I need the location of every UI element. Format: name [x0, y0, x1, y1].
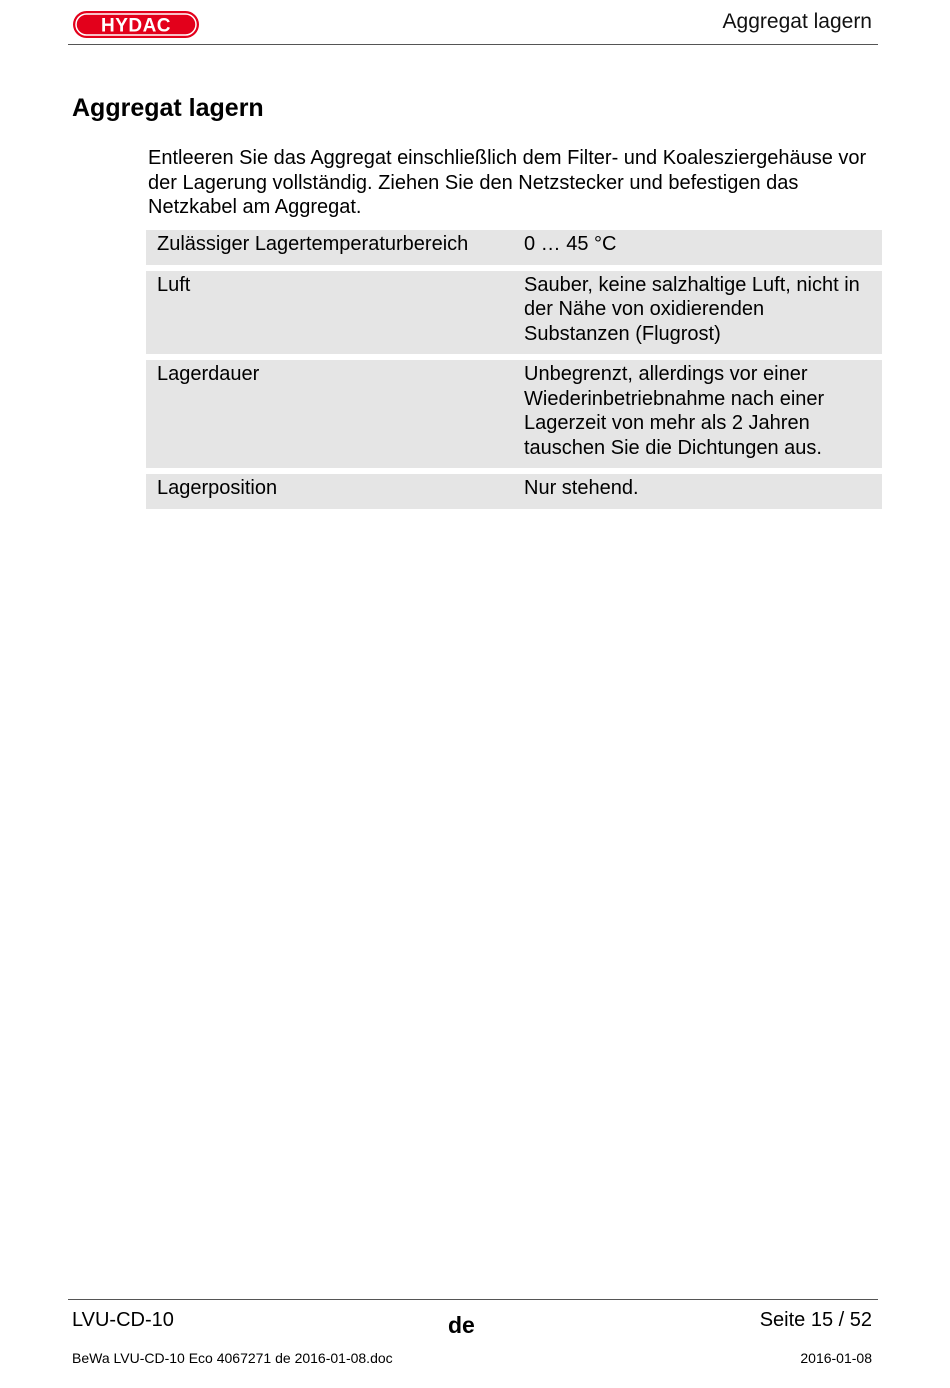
footer-document-name: BeWa LVU-CD-10 Eco 4067271 de 2016-01-08.doc: [72, 1350, 393, 1366]
row-value: Nur stehend.: [524, 477, 639, 499]
footer-divider: [68, 1299, 878, 1300]
intro-paragraph: Entleeren Sie das Aggregat einschließlich dem Filter- und Koalesziergehäuse vor der Lagerung vollständig. Ziehen Sie den Netzstecker und befestigen das Netzkabel am Aggregat.: [148, 147, 867, 218]
logo-text: HYDAC: [100, 15, 172, 37]
table-row: [146, 360, 882, 468]
row-label: Lagerdauer: [157, 363, 260, 385]
table-row: [146, 271, 882, 355]
footer-date: 2016-01-08: [800, 1350, 872, 1366]
footer-language: de: [448, 1312, 475, 1338]
header-divider: [68, 44, 878, 45]
table-row: [146, 230, 882, 265]
storage-spec-table: [146, 230, 882, 515]
row-value: Sauber, keine salzhaltige Luft, nicht in der Nähe von oxidierenden Substanzen (Flugrost): [524, 273, 860, 345]
row-value: Unbegrenzt, allerdings vor einer Wiederinbetriebnahme nach einer Lagerzeit von mehr als 2 Jahren tauschen Sie die Dichtungen aus.: [524, 363, 825, 459]
row-label: Zulässiger Lagertemperaturbereich: [157, 233, 469, 255]
row-label: Lagerposition: [157, 477, 278, 499]
footer-page-number: Seite 15 / 52: [759, 1309, 872, 1331]
page-title: Aggregat lagern: [72, 94, 264, 122]
hydac-logo: [72, 10, 200, 39]
row-value: 0 … 45 °C: [524, 233, 617, 255]
table-row: [146, 474, 882, 509]
header-title: Aggregat lagern: [722, 10, 872, 33]
row-label: Luft: [157, 273, 191, 296]
footer-model: LVU-CD-10: [72, 1309, 174, 1331]
